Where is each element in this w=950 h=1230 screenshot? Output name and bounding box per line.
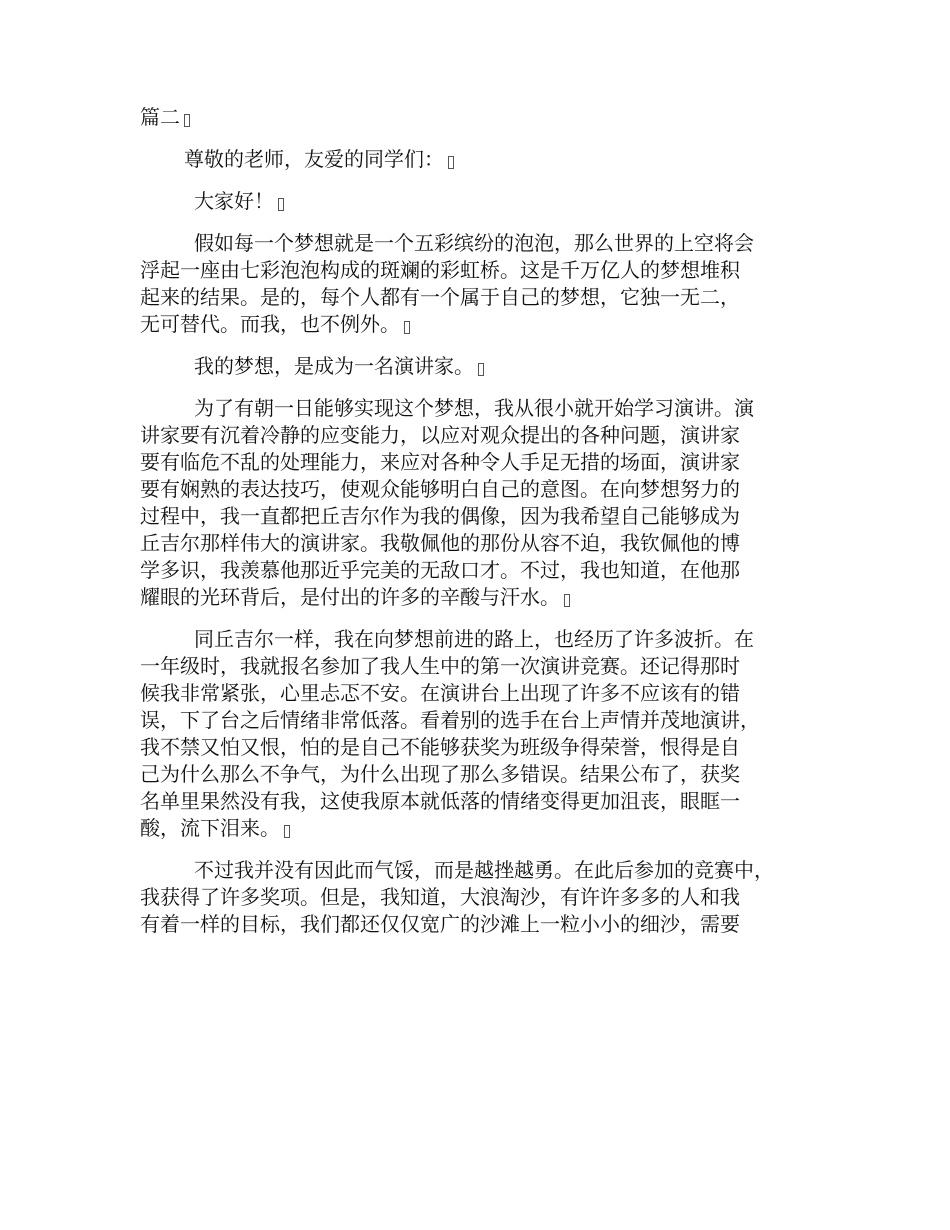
document-body [140, 104, 830, 938]
paragraph-1-last-text: 无可替代。而我，也不例外。 [140, 312, 400, 336]
paragraph-gap [140, 611, 830, 626]
paragraph-3-line: 学多识，我羡慕他那近乎完美的无敌口才。不过，我也知道，在他那 [140, 558, 740, 582]
paragraph-gap [140, 215, 830, 230]
paragraph-mark-icon [564, 594, 570, 607]
paragraph-4-line: 候我非常紧张，心里忐忑不安。在演讲台上出现了许多不应该有的错 [140, 681, 740, 705]
paragraph-5-line: 有着一样的目标，我们都还仅仅宽广的沙滩上一粒小小的细沙，需要 [140, 912, 740, 936]
paragraph-gap [140, 842, 830, 857]
paragraph-4-line: 己为什么那么不争气，为什么出现了那么多错误。结果公布了，获奖 [140, 762, 740, 786]
paragraph-1-line: 起来的结果。是的，每个人都有一个属于自己的梦想，它独一无二， [140, 285, 740, 309]
paragraph-2-line [140, 353, 830, 380]
paragraph-mark-icon [404, 321, 410, 334]
section-heading [140, 104, 830, 131]
hello-text: 大家好！ [194, 189, 274, 213]
section-heading-text: 篇二 [140, 105, 180, 129]
paragraph-3-line: 讲家要有沉着冷静的应变能力，以应对观众提出的各种问题，演讲家 [140, 423, 740, 447]
paragraph-mark-icon [478, 363, 484, 376]
paragraph-mark-icon [284, 825, 290, 838]
greeting-text: 尊敬的老师，友爱的同学们： [184, 147, 444, 171]
paragraph-gap [140, 173, 830, 188]
paragraph-1-line: 浮起一座由七彩泡泡构成的斑斓的彩虹桥。这是千万亿人的梦想堆积 [140, 258, 740, 282]
paragraph-mark-icon [278, 198, 284, 211]
paragraph-3-line: 过程中，我一直都把丘吉尔作为我的偶像，因为我希望自己能够成为 [140, 504, 740, 528]
paragraph-3-last-text: 耀眼的光环背后，是付出的许多的辛酸与汗水。 [140, 585, 560, 609]
paragraph-4-line: 同丘吉尔一样，我在向梦想前进的路上，也经历了许多波折。在 [194, 627, 754, 651]
paragraph-3-line: 要有临危不乱的处理能力，来应对各种令人手足无措的场面，演讲家 [140, 450, 740, 474]
paragraph-3-line: 为了有朝一日能够实现这个梦想，我从很小就开始学习演讲。演 [194, 396, 754, 420]
paragraph-4-last-text: 酸，流下泪来。 [140, 816, 280, 840]
paragraph-mark-icon [448, 156, 454, 169]
paragraph-5-line: 我获得了许多奖项。但是，我知道，大浪淘沙，有许许多多的人和我 [140, 885, 740, 909]
paragraph-3-line: 丘吉尔那样伟大的演讲家。我敬佩他的那份从容不迫，我钦佩他的博 [140, 531, 740, 555]
paragraph-4-line: 名单里果然没有我，这使我原本就低落的情绪变得更加沮丧，眼眶一 [140, 789, 740, 813]
paragraph-1-line: 假如每一个梦想就是一个五彩缤纷的泡泡，那么世界的上空将会 [194, 231, 754, 255]
paragraph-5-line: 不过我并没有因此而气馁，而是越挫越勇。在此后参加的竞赛中， [194, 858, 774, 882]
paragraph-4-line: 一年级时，我就报名参加了我人生中的第一次演讲竞赛。还记得那时 [140, 654, 740, 678]
paragraph-4-line [140, 815, 830, 842]
paragraph-2-text: 我的梦想，是成为一名演讲家。 [194, 354, 474, 378]
paragraph-4-line: 误，下了台之后情绪非常低落。看着别的选手在台上声情并茂地演讲， [140, 708, 760, 732]
paragraph-3-line [140, 584, 830, 611]
greeting-line [140, 146, 830, 173]
paragraph-gap [140, 131, 830, 146]
paragraph-gap [140, 338, 830, 353]
paragraph-1-line [140, 311, 830, 338]
paragraph-4-line: 我不禁又怕又恨，怕的是自己不能够获奖为班级争得荣誉，恨得是自 [140, 735, 740, 759]
paragraph-gap [140, 380, 830, 395]
paragraph-3-line: 要有娴熟的表达技巧，使观众能够明白自己的意图。在向梦想努力的 [140, 477, 740, 501]
hello-line [140, 188, 830, 215]
paragraph-mark-icon [184, 114, 190, 127]
